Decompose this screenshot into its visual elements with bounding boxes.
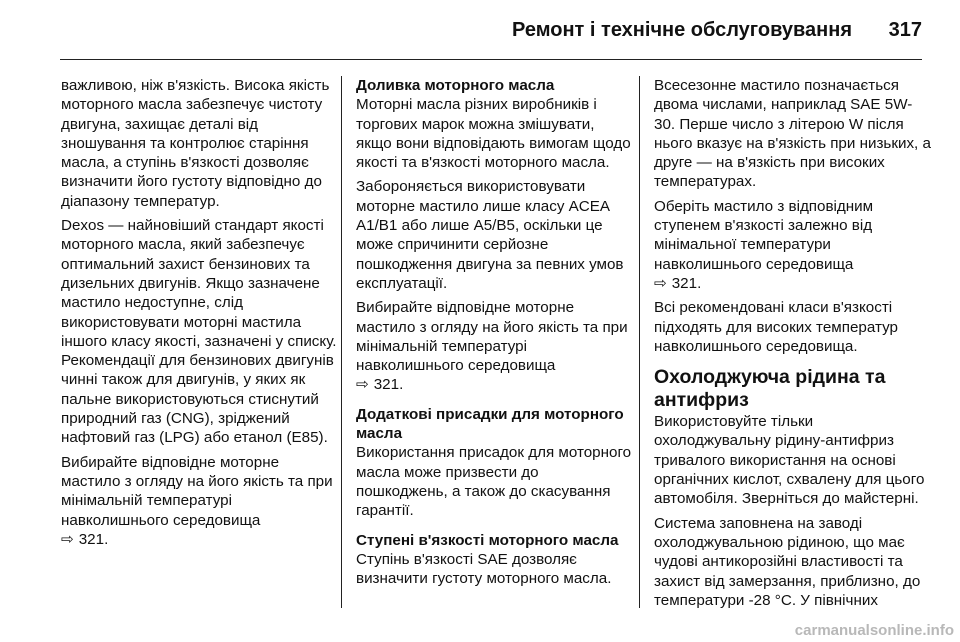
paragraph: Dexos — найновіший стандарт якості моторного масла, який забезпечує оптимальний захист бензинових та дизельних двигунів. Якщо зазначене мастило недоступне, слід використовувати моторні мастила іншого класу якості, зазначені у списку. Рекомендації для бензинових двигунів чинні також для двигунів, у яких як пальне використовуються стиснутий природний газ (CNG), зріджений нафтовий газ (LPG) або етанол (E85). — [61, 217, 337, 447]
column-divider — [341, 76, 342, 608]
section-heading: Додаткові присадки для моторного масла — [356, 405, 624, 443]
paragraph: Всесезонне мастило позначається двома числами, наприклад SAE 5W-30. Перше число з літерою W після нього вказує на в'язкість при низьких, а друге — на в'язкість при високих температурах. — [654, 77, 931, 191]
paragraph — [654, 197, 932, 293]
paragraph: важливою, ніж в'язкість. Висока якість моторного масла забезпечує чистоту двигуна, захищає деталі від зношування та контролює старіння масла, а ступінь в'язкості дозволяє визначити його густоту відповідно до діапазону температур. — [61, 77, 330, 210]
chapter-title: Ремонт і технічне обслуговування — [512, 19, 852, 41]
watermark: carmanualsonline.info — [794, 622, 954, 639]
section-heading: Охолоджуюча рідина та антифриз — [654, 366, 886, 412]
column-2 — [356, 76, 634, 593]
page-reference-arrow-icon: ⇨ — [356, 376, 369, 394]
column-3 — [654, 76, 932, 615]
paragraph: Система заповнена на заводі охолоджувальною рідиною, що має чудові антикорозійні властивості та захист від замерзання, приблизно, до температури -28 °C. У північних — [654, 514, 921, 609]
paragraph — [356, 298, 634, 394]
paragraph: Забороняється використовувати моторне мастило лише класу ACEA A1/B1 або лише A5/B5, оскільки це може спричинити серйозне пошкодження двигуна за певних умов експлуатації. — [356, 178, 624, 292]
paragraph: Використання присадок для моторного масла може призвести до пошкоджень, а також до скасування гарантії. — [356, 444, 632, 520]
paragraph: Використовуйте тільки охолоджувальну рідину-антифриз тривалого використання на основі органічних кислот, схвалену для цього автомобіля. Зверніться до майстерні. — [654, 413, 925, 508]
page-reference-number: 321. — [671, 274, 702, 292]
column-1 — [61, 76, 339, 554]
page-header — [0, 0, 960, 60]
page-reference[interactable] — [654, 275, 701, 292]
page-reference[interactable] — [61, 531, 108, 548]
section-heading: Ступені в'язкості моторного масла — [356, 531, 619, 549]
paragraph — [61, 453, 339, 549]
paragraph: Всі рекомендовані класи в'язкості підходять для високих температур навколишнього середовища. — [654, 299, 898, 355]
paragraph: Ступінь в'язкості SAE дозволяє визначити густоту моторного масла. — [356, 550, 612, 588]
page-reference-number: 321. — [78, 530, 109, 548]
paragraph-text: Оберіть мастило з відповідним ступенем в'язкості залежно від мінімальної температури навколишнього середовища — [654, 197, 874, 273]
page-reference[interactable] — [356, 376, 403, 393]
page-number: 317 — [888, 19, 922, 41]
paragraph-text: Вибирайте відповідне моторне мастило з огляду на його якість та при мінімальній температурі навколишнього середовища — [356, 299, 628, 375]
page-reference-number: 321. — [373, 376, 404, 394]
section-heading: Доливка моторного масла — [356, 77, 555, 94]
page-reference-arrow-icon: ⇨ — [61, 530, 74, 548]
page-reference-arrow-icon: ⇨ — [654, 274, 667, 292]
paragraph-text: Вибирайте відповідне моторне мастило з огляду на його якість та при мінімальній температурі навколишнього середовища — [61, 453, 333, 529]
column-divider — [639, 76, 640, 608]
header-rule — [60, 59, 922, 60]
paragraph: Моторні масла різних виробників і торгових марок можна змішувати, якщо вони відповідають вимогам щодо якості та в'язкості моторного масла. — [356, 96, 631, 172]
